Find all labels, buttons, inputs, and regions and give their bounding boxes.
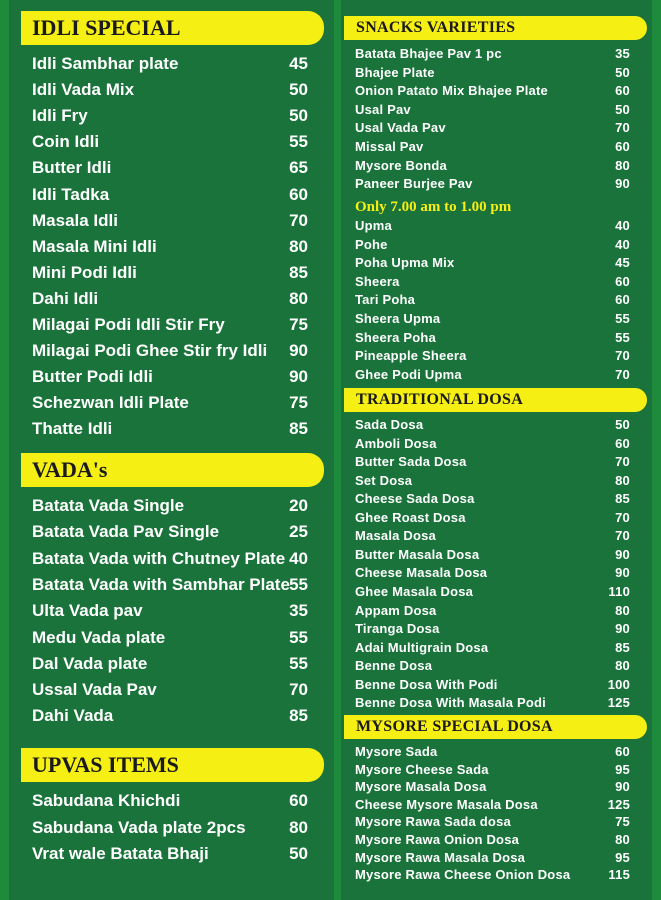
menu-item-row [32,312,308,338]
menu-item-price: 50 [289,80,308,100]
menu-item-name: Butter Idli [32,158,112,178]
menu-item-row [355,157,630,176]
section-header: IDLI SPECIAL [21,11,324,45]
menu-item-row [32,129,308,155]
menu-item-price: 70 [289,680,308,700]
menu-item-name: Pohe [355,236,388,252]
section-header: UPVAS ITEMS [21,748,324,782]
menu-item-row [355,138,630,157]
menu-item-row [32,234,308,260]
menu-item-name: Masala Idli [32,210,118,230]
menu-item-price: 50 [615,101,630,117]
menu-item-row [355,620,630,639]
menu-item-row [32,598,308,624]
menu-item-row [32,208,308,234]
menu-item-row [355,254,630,273]
menu-item-row [355,273,630,292]
menu-item-price: 60 [615,139,630,154]
menu-item-price: 90 [289,367,308,387]
menu-item-price: 115 [608,867,630,883]
menu-item-name: Benne Dosa With Podi [355,676,498,692]
menu-item-row [355,217,630,236]
menu-item-row [355,175,630,194]
section-header: SNACKS VARIETIES [344,16,647,40]
menu-item-price: 55 [289,627,308,647]
menu-item-row [32,51,308,77]
menu-item-price: 110 [608,583,630,599]
menu-item-price: 60 [615,83,630,99]
menu-item-price: 90 [615,176,630,192]
menu-item-price: 50 [615,64,630,80]
menu-item-price: 80 [289,236,308,256]
menu-item-name: Mysore Rawa Onion Dosa [355,832,520,847]
menu-item-price: 55 [289,653,308,673]
menu-item-name: Appam Dosa [355,602,437,618]
menu-item-price: 55 [289,574,308,594]
menu-item-name: Mini Podi Idli [32,262,137,282]
menu-item-row [32,677,308,703]
menu-item-row [32,519,308,545]
menu-item-name: Tiranga Dosa [355,621,440,637]
menu-item-price: 50 [289,106,308,126]
menu-item-name: Sabudana Khichdi [32,791,181,810]
menu-item-row [355,509,630,528]
menu-item-price: 40 [615,218,630,233]
menu-item-name: Idli Sambhar plate [32,54,179,73]
menu-item-price: 85 [615,491,630,507]
menu-item-row [355,490,630,509]
menu-item-name: Ghee Podi Upma [355,366,462,382]
menu-item-price: 80 [289,817,308,837]
menu-item-price: 50 [615,417,630,432]
menu-item-price: 90 [289,341,308,361]
menu-item-price: 80 [615,832,630,847]
menu-item-price: 65 [289,158,308,178]
menu-item-name: Cheese Mysore Masala Dosa [355,796,538,812]
menu-item-row [355,564,630,583]
menu-item-row [355,119,630,138]
menu-item-price: 20 [289,496,308,515]
menu-item-row [355,527,630,546]
menu-item-row [355,45,630,64]
menu-item-name: Mysore Masala Dosa [355,779,487,795]
menu-item-row [355,366,630,385]
menu-item-row [355,676,630,695]
menu-item-price: 55 [289,132,308,152]
menu-item-price: 70 [615,366,630,382]
menu-item-name: Amboli Dosa [355,435,437,451]
menu-item-name: Idli Tadka [32,184,110,204]
menu-item-name: Usal Vada Pav [355,120,446,136]
menu-item-name: Dal Vada plate [32,653,148,673]
section-header: MYSORE SPECIAL DOSA [344,715,647,739]
menu-item-row [355,291,630,310]
menu-item-price: 90 [615,546,630,562]
menu-item-row [355,236,630,255]
menu-item-name: Ghee Roast Dosa [355,509,466,525]
menu-item-name: Coin Idli [32,132,100,152]
menu-item-price: 85 [289,419,308,439]
menu-item-price: 60 [615,292,630,308]
menu-item-name: Medu Vada plate [32,627,166,647]
menu-item-row [32,182,308,208]
menu-item-row [355,849,630,868]
menu-item-row [32,416,308,442]
menu-item-name: Tari Poha [355,292,416,308]
menu-item-price: 100 [607,676,630,692]
menu-item-name: Butter Sada Dosa [355,454,467,470]
menu-item-name: Sheera Poha [355,329,436,345]
menu-item-row [32,390,308,416]
menu-item-name: Pineapple Sheera [355,348,467,364]
menu-item-price: 60 [615,435,630,451]
menu-item-price: 60 [289,791,308,810]
menu-item-row [32,546,308,572]
menu-item-row [355,453,630,472]
menu-item-row [355,602,630,621]
menu-item-row [355,639,630,658]
menu-item-price: 55 [615,311,630,326]
menu-item-price: 40 [289,548,308,568]
menu-item-name: Mysore Rawa Sada dosa [355,814,511,830]
menu-item-price: 70 [615,120,630,136]
menu-item-name: Masala Mini Idli [32,236,157,256]
menu-item-name: Thatte Idli [32,419,113,439]
menu-item-name: Ussal Vada Pav [32,680,157,700]
menu-item-price: 90 [615,621,630,637]
menu-item-name: Batata Bhajee Pav 1 pc [355,46,502,61]
menu-item-name: Ghee Masala Dosa [355,583,474,599]
menu-item-row [355,435,630,454]
menu-item-name: Milagai Podi Idli Stir Fry [32,315,225,334]
menu-item-row [355,694,630,713]
menu-item-price: 80 [615,602,630,618]
menu-item-price: 90 [615,779,630,795]
menu-item-name: Benne Dosa [355,658,433,674]
menu-item-row [32,841,308,867]
menu-item-name: Butter Podi Idli [32,367,153,387]
morning-hours-note: Only 7.00 am to 1.00 pm [355,199,512,215]
menu-item-row [355,761,630,780]
menu-item-price: 80 [289,288,308,308]
menu-item-name: Vrat wale Batata Bhaji [32,844,209,863]
menu-item-row [32,286,308,312]
menu-item-price: 95 [615,761,630,777]
menu-item-row [355,796,630,815]
menu-item-row [32,155,308,181]
menu-item-name: Sheera [355,273,400,289]
menu-item-name: Batata Vada with Chutney Plate [32,548,286,568]
menu-item-name: Dahi Vada [32,706,114,726]
menu-item-price: 40 [615,236,630,252]
menu-item-name: Idli Fry [32,106,88,126]
menu-item-price: 60 [615,744,630,759]
menu-item-row [355,416,630,435]
menu-item-row [355,813,630,832]
menu-item-name: Batata Vada Single [32,496,185,515]
menu-item-price: 60 [289,184,308,204]
menu-item-row [32,788,308,814]
menu-item-name: Mysore Sada [355,744,438,759]
menu-item-price: 25 [289,522,308,542]
menu-item-price: 70 [615,454,630,470]
menu-item-row [355,64,630,83]
menu-item-row [32,364,308,390]
menu-item-price: 80 [615,157,630,173]
menu-item-name: Butter Masala Dosa [355,546,480,562]
menu-item-name: Sabudana Vada plate 2pcs [32,817,246,837]
menu-item-price: 90 [615,565,630,581]
menu-item-price: 50 [289,844,308,863]
menu-item-row [355,778,630,797]
menu-item-row [32,77,308,103]
menu-item-name: Usal Pav [355,101,411,117]
menu-item-name: Benne Dosa With Masala Podi [355,695,546,711]
menu-item-price: 125 [607,695,630,711]
menu-item-price: 70 [289,210,308,230]
menu-item-price: 35 [615,46,630,61]
menu-item-price: 70 [615,509,630,525]
menu-item-row [32,572,308,598]
menu-item-name: Sheera Upma [355,311,441,326]
menu-item-name: Milagai Podi Ghee Stir fry Idli [32,341,268,361]
menu-item-row [355,310,630,329]
menu-item-name: Cheese Sada Dosa [355,491,475,507]
menu-item-price: 35 [289,601,308,621]
menu-item-name: Bhajee Plate [355,64,435,80]
menu-item-price: 55 [615,329,630,345]
menu-item-name: Sada Dosa [355,417,424,432]
menu-item-row [32,815,308,841]
menu-item-name: Paneer Burjee Pav [355,176,473,192]
menu-item-name: Schezwan Idli Plate [32,393,189,413]
menu-item-row [32,625,308,651]
menu-item-row [32,260,308,286]
menu-item-row [355,546,630,565]
menu-item-name: Mysore Rawa Masala Dosa [355,849,526,865]
menu-item-price: 85 [615,639,630,655]
menu-item-name: Poha Upma Mix [355,255,455,271]
menu-item-row [355,866,630,885]
menu-item-row [355,329,630,348]
menu-item-price: 60 [615,273,630,289]
menu-item-name: Idli Vada Mix [32,80,135,100]
menu-item-row [355,657,630,676]
menu-column-left [9,0,334,900]
menu-item-name: Mysore Bonda [355,157,447,173]
menu-item-price: 75 [289,315,308,334]
menu-item-row [32,338,308,364]
menu-item-name: Mysore Cheese Sada [355,761,489,777]
menu-item-price: 85 [289,262,308,282]
menu-item-row [32,703,308,729]
menu-item-price: 80 [615,472,630,488]
menu-item-price: 85 [289,706,308,726]
menu-item-row [355,347,630,366]
menu-item-name: Batata Vada with Sambhar Plate [32,574,290,594]
menu-item-name: Upma [355,218,392,233]
menu-item-price: 80 [615,658,630,674]
menu-item-row [355,583,630,602]
menu-item-price: 45 [615,255,630,271]
menu-item-name: Masala Dosa [355,528,436,544]
section-header: VADA's [21,453,324,487]
menu-item-name: Set Dosa [355,472,413,488]
menu-item-row [355,831,630,850]
menu-item-name: Cheese Masala Dosa [355,565,488,581]
section-header: TRADITIONAL DOSA [344,388,647,412]
menu-item-price: 70 [615,528,630,544]
menu-item-price: 95 [615,849,630,865]
menu-item-row [355,101,630,120]
menu-item-price: 75 [289,393,308,413]
menu-item-price: 70 [615,348,630,364]
menu-item-price: 75 [615,814,630,830]
menu-item-row [32,651,308,677]
menu-item-name: Mysore Rawa Cheese Onion Dosa [355,867,571,883]
menu-item-name: Batata Vada Pav Single [32,522,220,542]
menu-column-right [341,0,652,900]
menu-item-name: Onion Patato Mix Bhajee Plate [355,83,548,99]
menu-item-name: Missal Pav [355,139,424,154]
menu-item-name: Adai Multigrain Dosa [355,639,489,655]
menu-item-price: 125 [607,796,630,812]
menu-item-row [355,743,630,762]
menu-item-row [32,103,308,129]
menu-item-row [355,82,630,101]
menu-item-row [32,493,308,519]
menu-item-price: 45 [289,54,308,73]
menu-item-name: Ulta Vada pav [32,601,143,621]
menu-item-name: Dahi Idli [32,288,99,308]
menu-item-row [355,472,630,491]
